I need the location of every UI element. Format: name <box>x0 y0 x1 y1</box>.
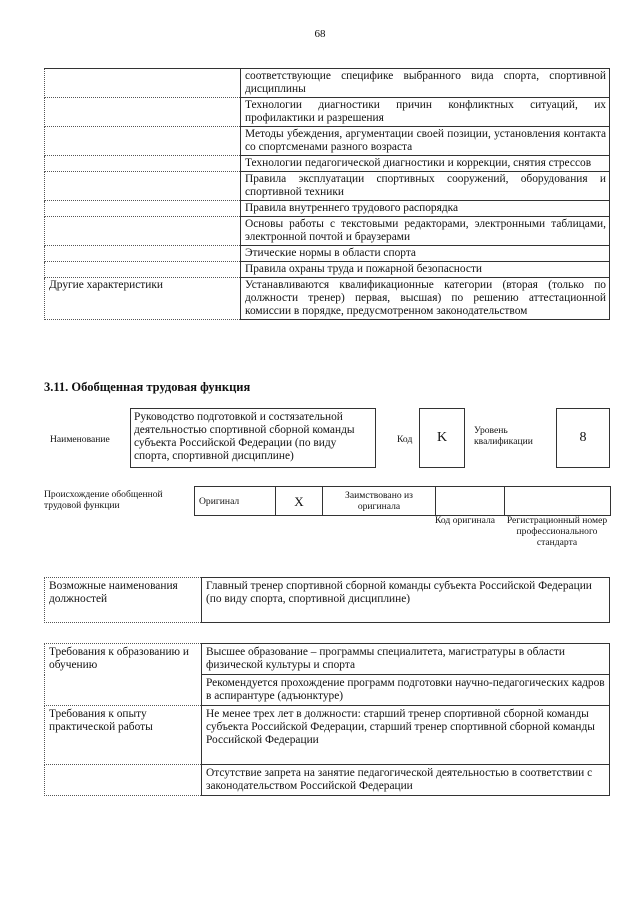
education-label: Требования к образованию и обучению <box>45 644 202 706</box>
positions-label: Возможные наименования должностей <box>45 578 202 623</box>
table-row <box>45 156 610 172</box>
table-row <box>45 262 610 278</box>
positions-table <box>44 577 610 623</box>
positions-value: Главный тренер спортивной сборной команды субъекта Российской Федерации (по виду спорта, спортивной дисциплине) <box>202 578 610 623</box>
knowledge-item: соответствующие специфике выбранного вида спорта, спортивной дисциплины <box>241 69 610 98</box>
level-label: Уровень квалификации <box>474 425 533 447</box>
table-row <box>45 706 610 765</box>
knowledge-item: Технологии педагогической диагностики и коррекции, снятия стрессов <box>241 156 610 172</box>
borrowed-label: Заимствовано из оригинала <box>323 487 436 516</box>
section-title: 3.11. Обобщенная трудовая функция <box>44 380 251 394</box>
experience-value: Не менее трех лет в должности: старший тренер спортивной сборной команды субъекта Российской Федерации, старший тренер спортивной сборной команды Российской Федерации <box>202 706 610 765</box>
other-characteristics-label: Другие характеристики <box>45 278 241 320</box>
code-label: Код <box>397 434 413 445</box>
knowledge-item: Правила охраны труда и пожарной безопасности <box>241 262 610 278</box>
knowledge-item: Технологии диагностики причин конфликтных ситуаций, их профилактики и разрешения <box>241 98 610 127</box>
table-row <box>45 98 610 127</box>
requirements-table <box>44 643 610 796</box>
table-row <box>45 217 610 246</box>
original-mark: X <box>276 487 323 516</box>
origin-table <box>194 486 611 516</box>
knowledge-item: Методы убеждения, аргументации своей позиции, установления контакта со спортсменами разного возраста <box>241 127 610 156</box>
knowledge-item: Правила внутреннего трудового распорядка <box>241 201 610 217</box>
origin-label: Происхождение обобщенной трудовой функции <box>44 489 163 511</box>
name-label: Наименование <box>50 434 110 445</box>
knowledge-item: Правила эксплуатации спортивных сооружений, оборудования и спортивной техники <box>241 172 610 201</box>
other-characteristics-value: Устанавливаются квалификационные категории (вторая (только по должности тренер) первая, высшая) по решению аттестационной комиссии в порядке, предусмотренном законодательством <box>241 278 610 320</box>
experience-label: Требования к опыту практической работы <box>45 706 202 765</box>
code-original-label: Код оригинала <box>434 515 496 526</box>
education-item: Высшее образование – программы специалитета, магистратуры в области физической культуры и спорта <box>202 644 610 675</box>
table-row <box>45 127 610 156</box>
code-box: K <box>419 408 465 468</box>
education-item: Рекомендуется прохождение программ подготовки научно-педагогических кадров в аспирантуре (адъюнктуре) <box>202 675 610 706</box>
table-row <box>195 487 611 516</box>
table-row <box>45 278 610 320</box>
function-name-box: Руководство подготовкой и состязательной деятельностью спортивной сборной команды субъекта Российской Федерации (по виду спорта, спортивной дисциплине) <box>130 408 376 468</box>
original-label: Оригинал <box>195 487 276 516</box>
knowledge-item: Основы работы с текстовыми редакторами, электронными таблицами, электронной почтой и браузерами <box>241 217 610 246</box>
table-row <box>45 69 610 98</box>
knowledge-continuation-table <box>44 68 610 320</box>
reg-number-label: Регистрационный номер профессионального стандарта <box>506 515 608 548</box>
special-conditions-value: Отсутствие запрета на занятие педагогической деятельностью в соответствии с законодательством Российской Федерации <box>202 765 610 796</box>
page-number: 68 <box>314 28 326 40</box>
table-row <box>45 246 610 262</box>
level-box: 8 <box>556 408 610 468</box>
table-row <box>45 644 610 675</box>
table-row <box>45 765 610 796</box>
knowledge-item: Этические нормы в области спорта <box>241 246 610 262</box>
table-row <box>45 201 610 217</box>
table-row <box>45 172 610 201</box>
table-row <box>45 578 610 623</box>
